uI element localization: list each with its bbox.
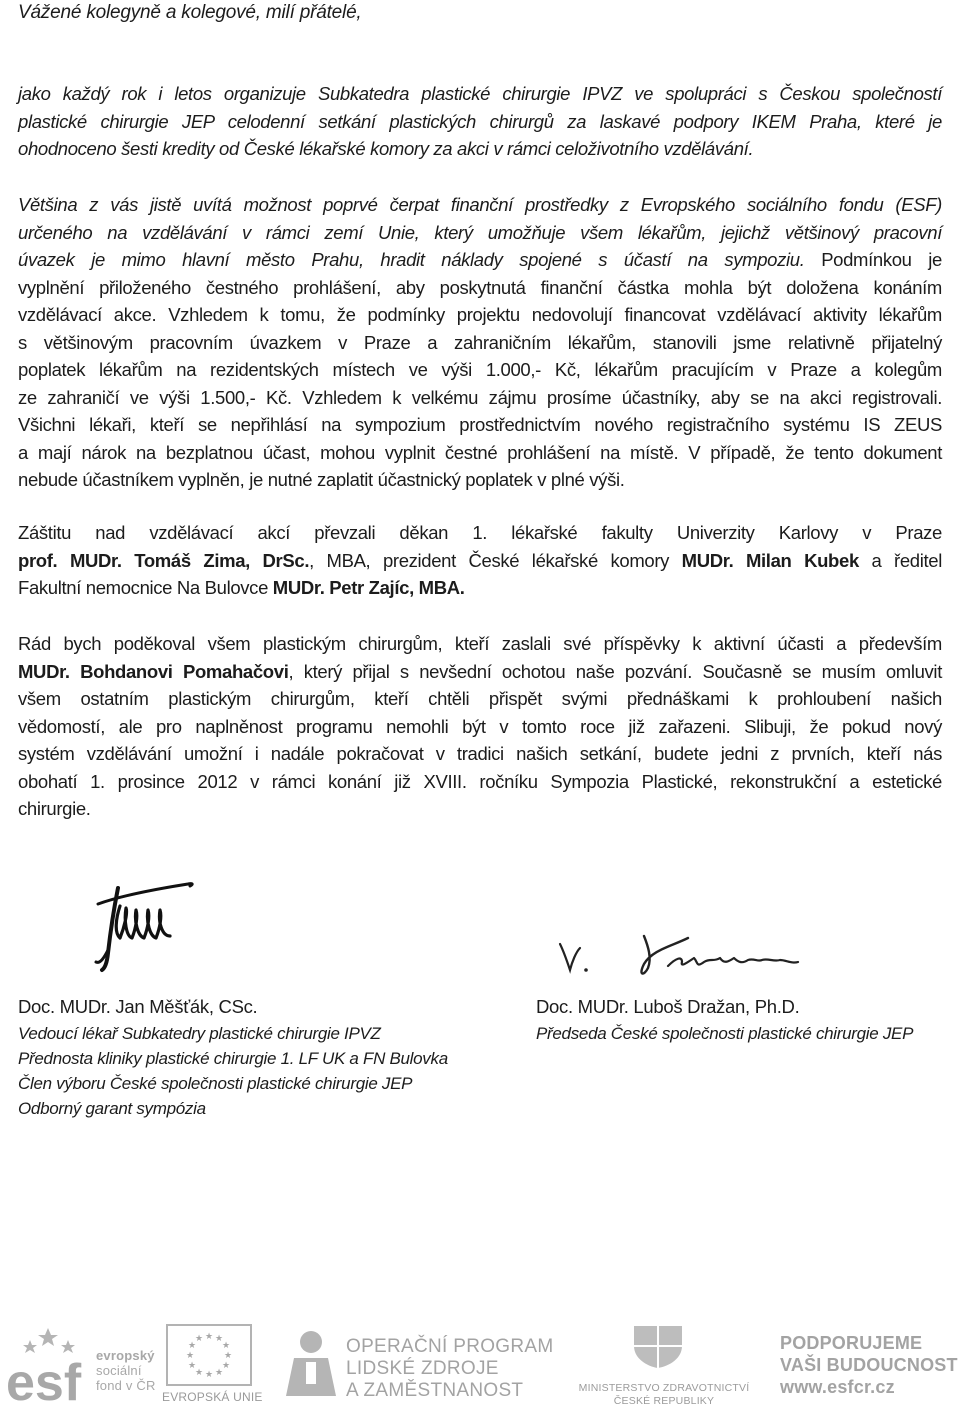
svg-text:★: ★	[221, 1361, 231, 1371]
paragraph-line: všem ostatním plastickým chirurgům, kteří chtěli přispět svými přednáškami k prohloubení našich	[18, 688, 942, 709]
svg-text:★: ★	[214, 1368, 224, 1378]
support-url: www.esfcr.cz	[780, 1377, 895, 1397]
eu-logo	[162, 1324, 263, 1408]
signatory-role: Přednosta kliniky plastické chirurgie 1. LF UK a FN Bulovka	[18, 1049, 448, 1068]
paragraph-line: a mají nárok na bezplatnou účast, mohou vyplnit čestné prohlášení na místě. V případě, že tento dokument	[18, 441, 942, 463]
state-emblem-icon	[630, 1324, 686, 1370]
signatory-role: Odborný garant sympózia	[18, 1099, 206, 1118]
paragraph-line: plastické chirurgie JEP celodenní setkání plastických chirurgů za laskavé podpory IKEM Praha, které je	[18, 110, 942, 132]
support-logo	[780, 1332, 958, 1408]
esf-mark-icon	[2, 1326, 90, 1406]
op-label-line: A ZAMĚSTNANOST	[346, 1380, 524, 1401]
paragraph-line: ze zahraničí ve výši 1.500,- Kč. Vzhledem k velkému zájmu prosíme účastníky, aby se na akci registrovali.	[18, 386, 942, 408]
paragraph-patronage	[18, 519, 942, 602]
paragraph-line: s většinovým pracovním úvazkem v Praze a zahraničním lékařům, stanovili jsme relativně přijatelný	[18, 331, 942, 353]
signatory-left	[18, 994, 448, 1121]
paragraph-line: určeného na vzdělávání v rámci zemí Unie, který umožňuje všem lékařům, jejichž většinový pracovní	[18, 221, 942, 243]
paragraph-line-mixed: Fakultní nemocnice Na Bulovce MUDr. Petr Zajíc, MBA.	[18, 577, 465, 598]
ministry-label-line: MINISTERSTVO ZDRAVOTNICTVÍ	[578, 1382, 750, 1394]
paragraph-thanks	[18, 630, 942, 823]
ministry-label-line: ČESKÉ REPUBLIKY	[613, 1395, 715, 1407]
signatory-name: Doc. MUDr. Jan Měšťák, CSc.	[18, 996, 258, 1017]
paragraph-line: Záštitu nad vzdělávací akcí převzali děkan 1. lékařské fakulty Univerzity Karlovy v Praze	[18, 522, 942, 543]
paragraph-line-mixed: prof. MUDr. Tomáš Zima, DrSc., MBA, prezident České lékařské komory MUDr. Milan Kubek a ředitel	[18, 549, 942, 571]
svg-text:esf: esf	[6, 1354, 82, 1406]
signatory-right	[536, 994, 913, 1046]
signature-right	[548, 918, 818, 986]
esf-label-line: fond v ČR	[96, 1378, 156, 1393]
greeting: Vážené kolegyně a kolegové, milí přátelé,	[18, 2, 362, 23]
paragraph-esf	[18, 191, 942, 494]
paragraph-line: vědomostí, ale pro naplněnost programu nemohli být v tomto roce již zařazeni. Slibuji, že pokud nový	[18, 715, 942, 737]
op-logo	[280, 1322, 560, 1408]
op-label-line: OPERAČNÍ PROGRAM	[346, 1336, 554, 1357]
esf-label-line: evropský	[96, 1348, 155, 1363]
paragraph-line: jako každý rok i letos organizuje Subkatedra plastické chirurgie IPVZ ve spolupráci s Českou společností	[18, 83, 942, 104]
svg-text:★: ★	[187, 1341, 197, 1351]
eu-label: EVROPSKÁ UNIE	[162, 1390, 263, 1404]
esf-label-line: sociální	[96, 1363, 142, 1378]
svg-text:★: ★	[194, 1334, 204, 1344]
eu-flag-icon	[166, 1324, 252, 1386]
ministry-logo	[572, 1322, 762, 1408]
paragraph-line: vyplnění přiloženého čestného prohlášení, aby poskytnutá finanční částka mohla být doložena konáním	[18, 276, 942, 298]
paragraph-line-mixed: vzdělávací akce. Vzhledem k tomu, že podmínky projektu nedovolují financovat vzdělávací aktivity lékařům	[18, 304, 942, 325]
svg-text:★: ★	[204, 1370, 214, 1380]
paragraph-line: Většina z vás jistě uvítá možnost poprvé čerpat finanční prostředky z Evropského sociálního fondu (ESF)	[18, 194, 942, 215]
op-mark-icon	[282, 1328, 340, 1398]
paragraph-line: Rád bych poděkoval všem plastickým chirurgům, kteří zaslali své příspěvky k aktivní účasti a především	[18, 633, 942, 654]
paragraph-line-mixed: úvazek je mimo hlavní město Prahu, hradit náklady spojené s účastí na sympoziu. Podmínkou je	[18, 249, 942, 270]
op-label-line: LIDSKÉ ZDROJE	[346, 1358, 499, 1379]
svg-text:★: ★	[204, 1332, 214, 1342]
support-label-line: VAŠI BUDOUCNOST	[780, 1355, 958, 1375]
paragraph-line: nebude účastníkem vyplněn, je nutné zaplatit účastnický poplatek v plné výši.	[18, 469, 625, 490]
paragraph-line: ohodnoceno šesti kredity od České lékařské komory za akci v rámci celoživotního vzdělávání.	[18, 138, 754, 159]
svg-text:★: ★	[187, 1361, 197, 1371]
svg-text:★: ★	[185, 1351, 195, 1361]
paragraph-line: systém vzdělávání umožní i nadále pokračovat v tradici našich setkání, budete jedni z prvních, kteří nás	[18, 743, 942, 764]
paragraph-intro	[18, 80, 942, 163]
svg-text:★: ★	[194, 1368, 204, 1378]
paragraph-line: poplatek lékařům na rezidentských místech ve výši 1.000,- Kč, lékařům pracujícím v Praze a kolegům	[18, 359, 942, 380]
paragraph-line: chirurgie.	[18, 798, 91, 819]
paragraph-line: obohatí 1. prosince 2012 v rámci konání již XVIII. ročníku Sympozia Plastické, rekonstrukční a estetické	[18, 770, 942, 792]
svg-text:★: ★	[214, 1334, 224, 1344]
svg-text:★: ★	[223, 1351, 233, 1361]
footer-logos	[0, 1318, 960, 1408]
esf-logo	[0, 1318, 160, 1408]
signatory-role: Člen výboru České společnosti plastické chirurgie JEP	[18, 1074, 413, 1093]
support-label-line: PODPORUJEME	[780, 1333, 923, 1353]
svg-text:★: ★	[221, 1341, 231, 1351]
signatory-role: Vedoucí lékař Subkatedry plastické chirurgie IPVZ	[18, 1024, 381, 1043]
signature-left	[90, 858, 200, 978]
signatory-role: Předseda České společnosti plastické chirurgie JEP	[536, 1024, 914, 1043]
signatory-name: Doc. MUDr. Luboš Dražan, Ph.D.	[536, 996, 800, 1017]
paragraph-line: Všichni lékaři, kteří se nepřihlásí na sympozium prostřednictvím nového registračního systému IS ZEUS	[18, 414, 942, 435]
paragraph-line-mixed: MUDr. Bohdanovi Pomahačovi, který přijal s nevšední ochotou naše pozvání. Současně se musím omluvit	[18, 660, 942, 682]
